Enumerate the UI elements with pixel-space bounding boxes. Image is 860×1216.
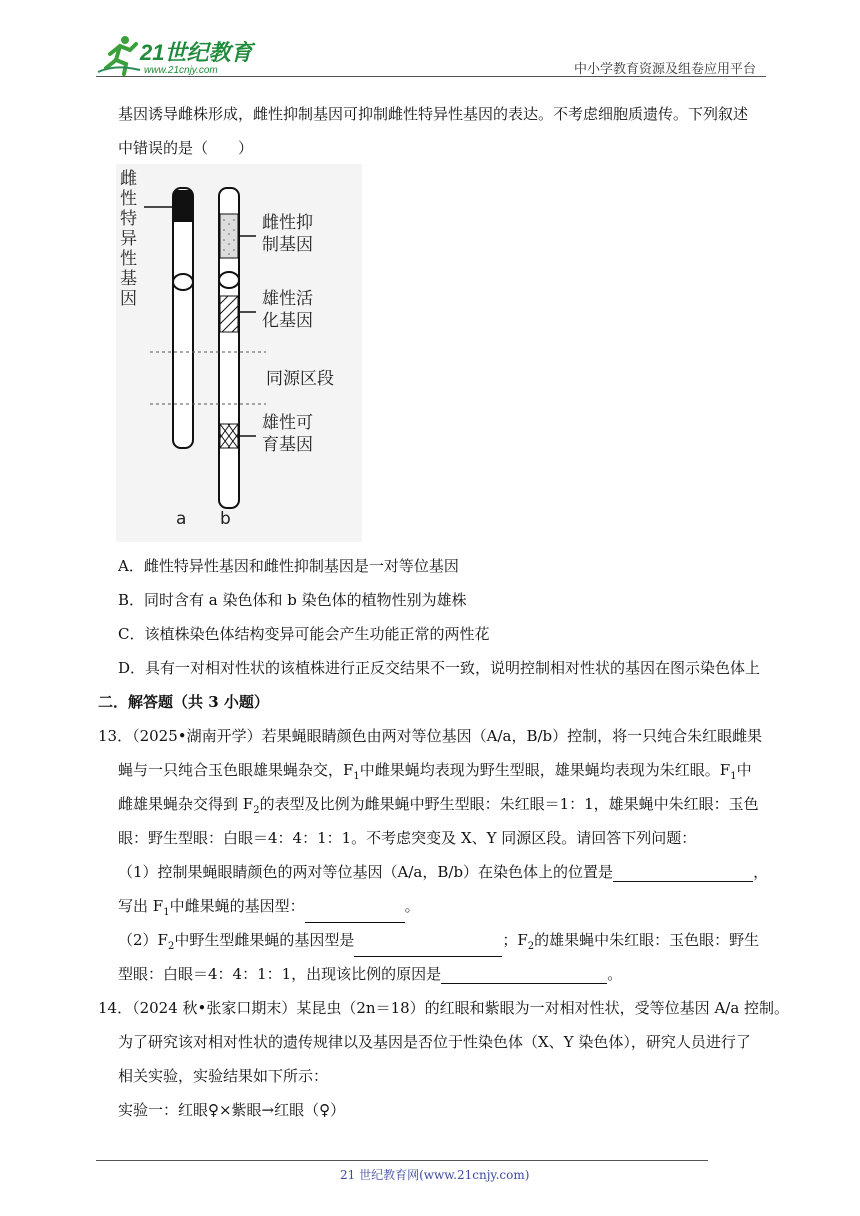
label-female-specific-char: 异: [120, 229, 137, 249]
label-activate-1: 雄性活: [262, 289, 313, 309]
q13-line-4: 眼：野生型眼：白眼＝4：4：1：1。不考虑突变及 X、Y 同源区段。请回答下列问题：: [118, 829, 697, 847]
q13-line-5: （1）控制果蝇眼睛颜色的两对等位基因（A/a，B/b）在染色体上的位置是 ，: [118, 863, 769, 881]
q13-line-6: 写出 $F_1$中雌果蝇的基因型： 。: [118, 896, 420, 923]
q13-line-3: 雌雄果蝇杂交得到 $F_2$的表型及比例为雌果蝇中野生型眼：朱红眼＝1：1，雄果蝇中朱红眼：玉色: [118, 795, 759, 816]
answer-blank-1[interactable]: [613, 865, 753, 882]
label-female-specific-char: 特: [120, 209, 137, 229]
header-divider: [96, 76, 766, 77]
site-logo: [96, 34, 266, 76]
label-female-specific-char: 因: [120, 289, 137, 309]
label-inhibit-2: 制基因: [262, 235, 313, 255]
footer-divider: [96, 1160, 708, 1161]
label-female-specific-char: 基: [120, 269, 137, 289]
option-d: D．具有一对相对性状的该植株进行正反交结果不一致，说明控制相对性状的基因在图示染色体上: [118, 659, 761, 677]
label-activate-2: 化基因: [262, 311, 313, 331]
q13-line-8: 型眼：白眼＝4：4：1：1，出现该比例的原因是 。: [118, 965, 623, 983]
option-a: A．雌性特异性基因和雌性抑制基因是一对等位基因: [118, 557, 459, 575]
label-fertile-1: 雄性可: [262, 413, 313, 433]
label-chrom-b: b: [220, 509, 231, 529]
label-fertile-2: 育基因: [262, 435, 313, 455]
chromosome-figure: [116, 164, 362, 542]
chromosome-a: [173, 188, 193, 448]
platform-name: 中小学教育资源及组卷应用平台: [574, 62, 757, 77]
label-inhibit-1: 雌性抑: [262, 213, 313, 233]
q14-line-3: 相关实验，实验结果如下所示：: [118, 1067, 329, 1085]
runner-logo-icon: [96, 34, 266, 76]
label-female-specific-gene: [120, 169, 137, 309]
option-b: B．同时含有 a 染色体和 b 染色体的植物性别为雄株: [118, 591, 467, 609]
logo-url: www.21cnjy.com: [144, 65, 218, 76]
q13-line-1: 13．（2025•湖南开学）若果蝇眼睛颜色由两对等位基因（A/a，B/b）控制，将一只纯合朱红眼雌果: [98, 727, 763, 745]
q14-line-4: 实验一：红眼♀×紫眼→红眼（♀）: [118, 1101, 346, 1119]
answer-blank-4[interactable]: [441, 967, 607, 984]
q14-line-2: 为了研究该对相对性状的遗传规律以及基因是否位于性染色体（X、Y 染色体），研究人员进行了: [118, 1033, 751, 1051]
intro-line-1: 基因诱导雌株形成，雌性抑制基因可抑制雌性特异性基因的表达。不考虑细胞质遗传。下列叙述: [118, 105, 749, 123]
q13-line-2: 蝇与一只纯合玉色眼雄果蝇杂交，$F_1$中雌果蝇均表现为野生型眼，雄果蝇均表现为朱红眼。$F_1$中: [118, 761, 752, 782]
q14-line-1: 14．（2024 秋•张家口期末）某昆虫（2n＝18）的红眼和紫眼为一对相对性状，受等位基因 A/a 控制。: [98, 999, 790, 1017]
answer-blank-2[interactable]: [305, 906, 405, 923]
answer-blank-3[interactable]: [354, 940, 502, 957]
intro-line-2: 中错误的是（ ）: [118, 139, 254, 157]
label-female-specific-char: 性: [120, 249, 137, 269]
footer-text: 21 世纪教育网(www.21cnjy.com): [340, 1168, 530, 1182]
option-c: C．该植株染色体结构变异可能会产生功能正常的两性花: [118, 625, 490, 643]
section-title: 二．解答题（共 3 小题）: [98, 693, 269, 711]
label-female-specific-char: 雌: [120, 169, 137, 189]
label-female-specific-char: 性: [120, 189, 137, 209]
logo-text: 21世纪教育: [140, 40, 253, 65]
q13-line-7: $(2)F_2$中野生型雌果蝇的基因型是 ；$F_2$的雄果蝇中朱红眼：玉色眼：野生: [118, 930, 759, 957]
label-homologous: 同源区段: [266, 369, 334, 389]
label-chrom-a: a: [176, 509, 187, 529]
